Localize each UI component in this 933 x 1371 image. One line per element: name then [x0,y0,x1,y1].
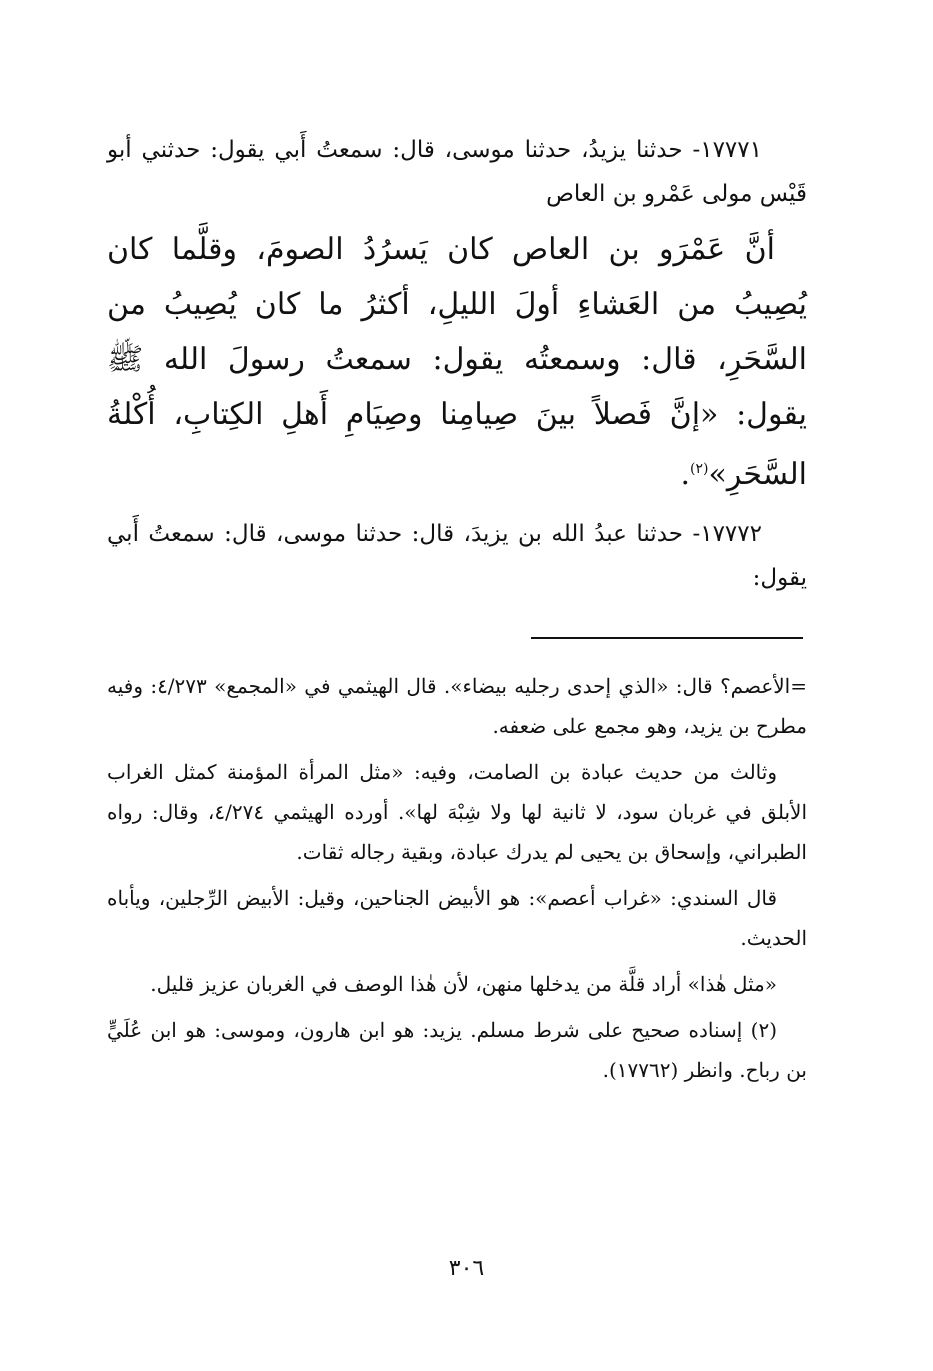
footnote-ref-2: (٢) [690,461,709,477]
footnote-continuation: =الأعصم؟ قال: «الذي إحدى رجليه بيضاء». قال الهيثمي في «المجمع» ٤/٢٧٣: وفيه مطرح بن يزيد، وهو مجمع على ضعفه. [107,674,807,738]
footnote-paragraph-sindi: قال السندي: «غراب أعصم»: هو الأبيض الجناحين، وقيل: الأبيض الرِّجلين، ويأباه الحديث. [107,886,807,950]
isnad-17772: ١٧٧٧٢- حدثنا عبدُ الله بن يزيدَ، قال: حدثنا موسى، قال: سمعتُ أَبي يقول: [107,521,807,591]
isnad-17771: ١٧٧٧١- حدثنا يزيدُ، حدثنا موسى، قال: سمعتُ أَبي يقول: حدثني أبو قَيْس مولى عَمْرو بن العاص [107,137,807,207]
footnote-divider [531,637,803,639]
footnote-2: (٢) إسناده صحيح على شرط مسلم. يزيد: هو ابن هارون، وموسى: هو ابن عُلَيٍّ بن رباح. وانظر (١٧٧٦٢). [107,1018,807,1082]
main-text-block [107,128,807,600]
page-number: ٣٠٦ [448,1256,485,1281]
hadith-end-punct: . [680,457,691,492]
footnotes-block [107,666,807,1096]
footnote-paragraph-mithl-hadha: «مثل هٰذا» أراد قلَّة من يدخلها منهن، لأن هٰذا الوصف في الغربان عزيز قليل. [150,972,777,996]
hadith-body: أنَّ عَمْرَو بن العاص كان يَسرُدُ الصومَ، وقلَّما كان يُصِيبُ من العَشاءِ أولَ الليلِ، أكثرُ ما كان يُصِيبُ من السَّحَرِ، قال: وسمعتُه يقول: سمعتُ رسولَ الله ﷺ يقول: «إنَّ فَصلاً بينَ صِيامِنا وصِيَامِ أَهلِ الكِتابِ، أُكْلةُ السَّحَرِ» [107,232,807,492]
footnote-paragraph-third-hadith: وثالث من حديث عبادة بن الصامت، وفيه: «مثل المرأة المؤمنة كمثل الغراب الأبلق في غربان سود، لا ثانية لها ولا شِبْهَ لها». أورده الهيثمي ٤/٢٧٤، وقال: رواه الطبراني، وإسحاق بن يحيى لم يدرك عبادة، وبقية رجاله ثقات. [107,760,808,864]
hadith-text-17771 [107,222,807,502]
